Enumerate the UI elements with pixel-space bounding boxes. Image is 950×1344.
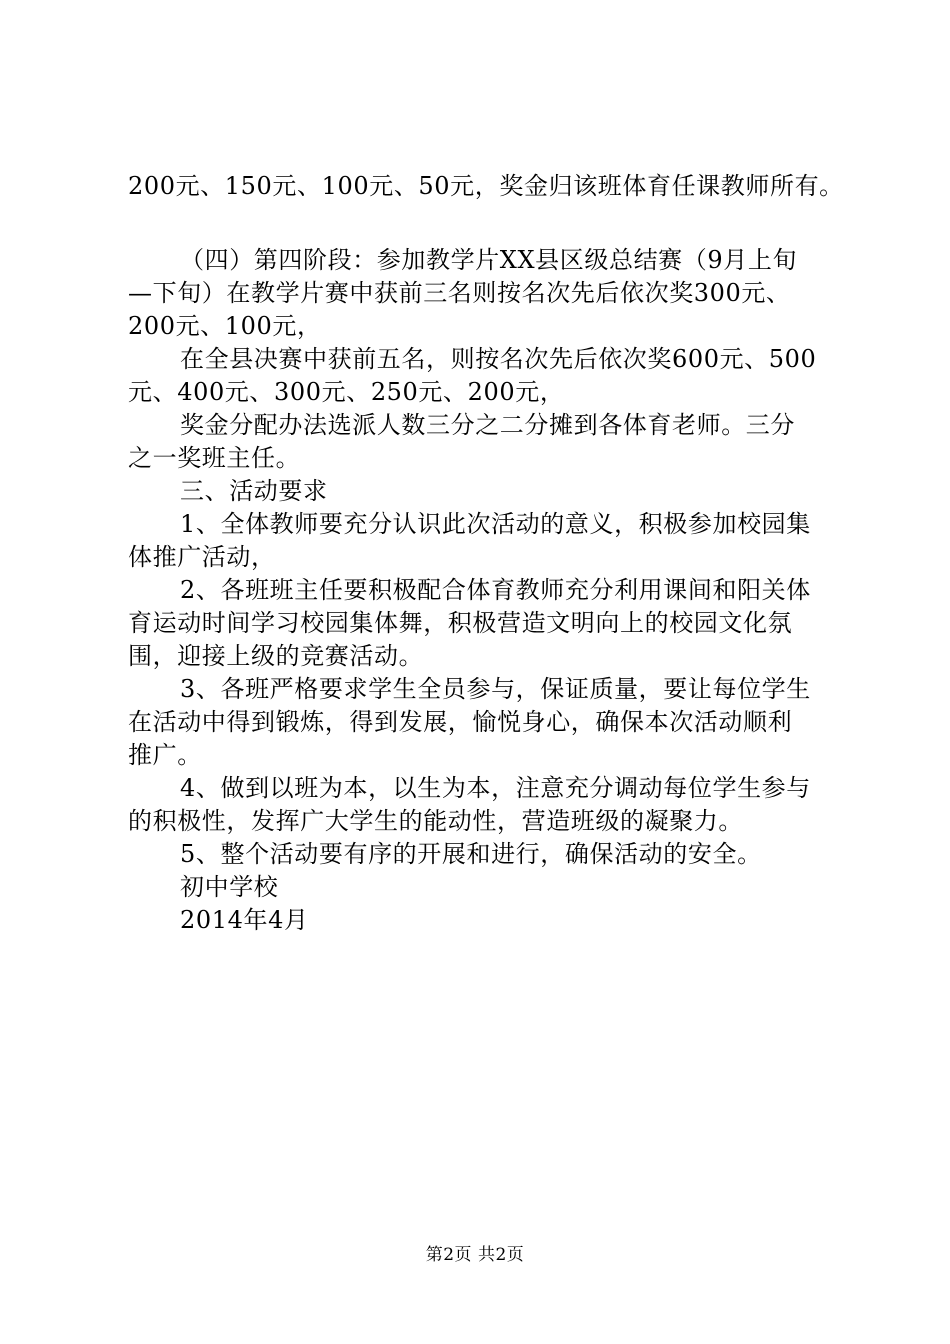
paragraph-gap xyxy=(128,203,848,244)
signature-school: 初中学校 xyxy=(180,873,279,901)
text-line: 200元、100元， xyxy=(128,312,322,340)
text-line: 4、做到以班为本，以生为本，注意充分调动每位学生参与 xyxy=(180,774,811,802)
text-line: 2、各班班主任要积极配合体育教师充分利用课间和阳关体 xyxy=(180,576,811,604)
text-line: （四）第四阶段：参加教学片XX县区级总结赛（9月上旬 xyxy=(180,246,798,274)
text-line: 推广。 xyxy=(128,741,202,769)
text-line: 在活动中得到锻炼，得到发展，愉悦身心，确保本次活动顺利 xyxy=(128,708,793,736)
page-footer xyxy=(0,1244,950,1266)
text-line: 围，迎接上级的竞赛活动。 xyxy=(128,642,424,670)
text-line: 3、各班严格要求学生全员参与，保证质量，要让每位学生 xyxy=(180,675,811,703)
text-line: 在全县决赛中获前五名，则按名次先后依次奖600元、500 xyxy=(180,345,817,373)
text-line: 200元、150元、100元、50元，奖金归该班体育任课教师所有。 xyxy=(128,172,844,200)
section-heading: 三、活动要求 xyxy=(180,477,328,505)
text-line: 1、全体教师要充分认识此次活动的意义，积极参加校园集 xyxy=(180,510,811,538)
text-line: 元、400元、300元、250元、200元， xyxy=(128,378,565,406)
text-line: 的积极性，发挥广大学生的能动性，营造班级的凝聚力。 xyxy=(128,807,743,835)
text-line: 之一奖班主任。 xyxy=(128,444,301,472)
text-line: 体推广活动， xyxy=(128,543,276,571)
document-body xyxy=(128,170,848,937)
text-line: —下旬）在教学片赛中获前三名则按名次先后依次奖300元、 xyxy=(128,279,791,307)
text-line: 奖金分配办法选派人数三分之二分摊到各体育老师。三分 xyxy=(180,411,795,439)
signature-date: 2014年4月 xyxy=(180,906,309,934)
page-number-label: 第2页 共2页 xyxy=(425,1245,525,1265)
text-line: 育运动时间学习校园集体舞，积极营造文明向上的校园文化氛 xyxy=(128,609,793,637)
text-line: 5、整个活动要有序的开展和进行，确保活动的安全。 xyxy=(180,840,762,868)
